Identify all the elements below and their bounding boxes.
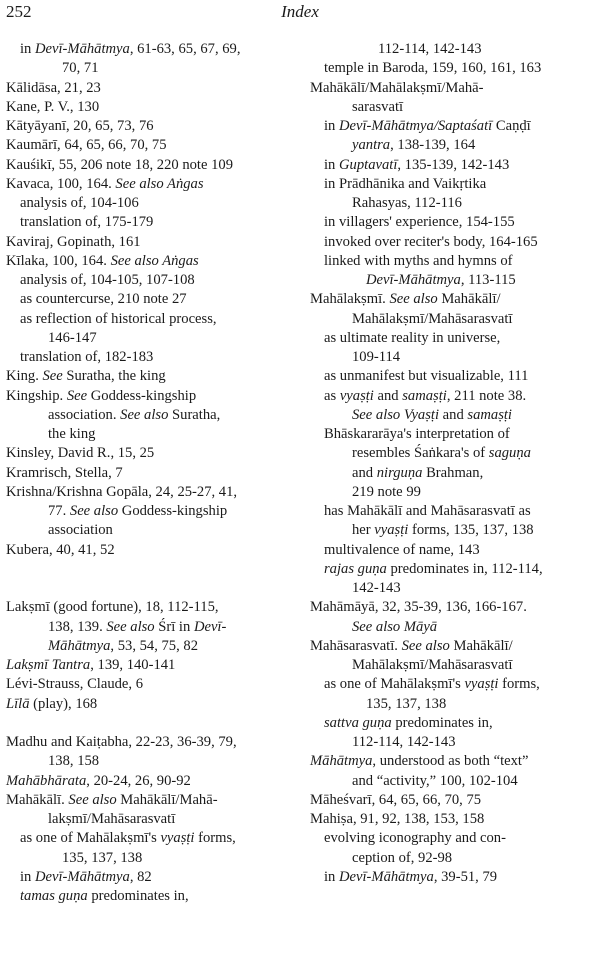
entry-text: sattva guṇa xyxy=(324,714,392,731)
entry-text: vyaṣṭi xyxy=(160,830,195,847)
entry-text: her xyxy=(352,522,375,539)
index-entry xyxy=(6,656,298,675)
index-subentry xyxy=(310,849,600,868)
blank-line xyxy=(6,579,298,598)
entry-text: Kinsley, David R., 15, 25 xyxy=(6,445,155,462)
entry-text: multivalence of name, 143 xyxy=(324,541,480,558)
entry-text: Kātyāyanī, 20, 65, 73, 76 xyxy=(6,118,154,134)
entry-text: Mahākālī/Mahā- xyxy=(116,791,218,808)
entry-text: 109-114 xyxy=(352,349,401,365)
entry-text: Krishna/Krishna Gopāla, 24, 25-27, 41, xyxy=(6,483,238,500)
index-subentry xyxy=(310,213,600,232)
entry-text: in Prādhānika and Vaikṛtika xyxy=(324,175,487,192)
index-subentry xyxy=(310,714,600,733)
entry-text: , 138-139, 164 xyxy=(390,137,476,154)
index-entry xyxy=(310,637,600,656)
entry-text: ception of, 92-98 xyxy=(352,849,453,866)
entry-text: Lévi-Strauss, Claude, 6 xyxy=(6,676,143,693)
entry-text: Mahākālī/Mahālakṣmī/Mahā- xyxy=(310,79,484,96)
entry-text: Kane, P. V., 130 xyxy=(6,98,100,115)
entry-text: predominates in, 112-114, xyxy=(386,560,543,577)
entry-text: association xyxy=(48,522,113,539)
entry-text: Māhātmya xyxy=(310,753,373,770)
entry-text: translation of, 182-183 xyxy=(20,349,154,365)
page-header xyxy=(0,2,600,26)
index-subentry xyxy=(310,483,600,502)
index-entry xyxy=(310,752,600,771)
index-subentry xyxy=(6,887,298,906)
entry-text: predominates in, xyxy=(87,888,189,904)
entry-text: and “activity,” 100, 102-104 xyxy=(352,772,518,789)
entry-text: forms, xyxy=(194,830,236,847)
index-subentry xyxy=(310,98,600,117)
index-entry xyxy=(6,98,298,117)
entry-text: 77. xyxy=(48,503,70,519)
index-subentry xyxy=(310,59,600,78)
index-entry xyxy=(6,367,298,386)
entry-text: 138, 139. xyxy=(48,618,107,635)
index-subentry xyxy=(6,425,298,444)
index-entry xyxy=(6,598,298,617)
entry-text: Māhātmya xyxy=(48,637,111,654)
index-subentry xyxy=(310,579,600,598)
entry-text: as one of Mahālakṣmī's xyxy=(20,830,161,847)
entry-text: Kīlaka, 100, 164. xyxy=(6,252,111,269)
entry-text: See also xyxy=(68,791,117,808)
entry-text: King. xyxy=(6,368,43,385)
entry-text: Mahālakṣmī/Mahāsarasvatī xyxy=(352,657,513,673)
index-subentry xyxy=(310,40,600,59)
entry-text: See also Aṅgas xyxy=(115,175,204,192)
entry-text: Devī-Māhātmya xyxy=(366,272,461,288)
entry-text: , 53, 54, 75, 82 xyxy=(110,637,198,654)
entry-text: , understood as both “text” xyxy=(372,753,529,770)
entry-text: samaṣṭi xyxy=(402,387,447,404)
entry-text: , 113-115 xyxy=(460,272,516,288)
entry-text: Māheśvarī, 64, 65, 66, 70, 75 xyxy=(310,791,482,808)
entry-text: Madhu and Kaiṭabha, 22-23, 36-39, 79, xyxy=(6,734,237,750)
index-subentry xyxy=(310,387,600,406)
entry-text: tamas guṇa xyxy=(20,888,88,904)
entry-text: samaṣṭi xyxy=(467,406,512,423)
index-subentry xyxy=(6,271,298,290)
entry-text: See also Vyaṣṭi xyxy=(352,406,440,423)
entry-text: predominates in, xyxy=(391,714,493,731)
blank-line xyxy=(6,714,298,733)
entry-text: 70, 71 xyxy=(62,60,99,77)
entry-text: has Mahākālī and Mahāsarasvatī as xyxy=(324,503,531,519)
index-entry xyxy=(310,290,600,309)
index-subentry xyxy=(310,367,600,386)
index-entry xyxy=(6,387,298,406)
entry-text: Mahāsarasvatī. xyxy=(310,637,402,654)
entry-text: the king xyxy=(48,426,96,442)
entry-text: , 135-139, 142-143 xyxy=(397,156,510,173)
index-entry xyxy=(6,464,298,483)
index-entry xyxy=(310,810,600,829)
index-column-left xyxy=(6,40,298,906)
entry-text: See xyxy=(66,387,88,404)
index-entry xyxy=(6,117,298,136)
index-entry xyxy=(310,598,600,617)
running-title: Index xyxy=(281,2,319,21)
entry-text: in xyxy=(20,868,35,885)
entry-text: Guptavatī xyxy=(339,156,398,173)
entry-text: Kālidāsa, 21, 23 xyxy=(6,79,101,96)
index-entry xyxy=(6,444,298,463)
entry-text: Goddess-kingship xyxy=(87,387,197,404)
index-entry xyxy=(6,175,298,194)
index-entry xyxy=(310,79,600,98)
entry-text: rajas guṇa xyxy=(324,560,387,577)
entry-text: as unmanifest but visualizable, 111 xyxy=(324,368,529,385)
index-subentry xyxy=(310,444,600,463)
index-subentry xyxy=(310,733,600,752)
index-entry xyxy=(6,791,298,810)
entry-text: Mahāmāyā, 32, 35-39, 136, 166-167. xyxy=(310,599,527,616)
index-subentry xyxy=(310,618,600,637)
entry-text: Kauśikī, 55, 206 note 18, 220 note 109 xyxy=(6,156,233,173)
entry-text: Devī-Māhātmya xyxy=(339,868,434,885)
entry-text: Śrī in xyxy=(154,618,194,635)
entry-text: and xyxy=(352,464,377,481)
index-subentry xyxy=(6,849,298,868)
entry-text: in xyxy=(324,118,339,134)
index-subentry xyxy=(310,502,600,521)
index-subentry xyxy=(310,868,600,887)
index-entry xyxy=(6,675,298,694)
entry-text: Mahābhārata xyxy=(6,772,87,789)
index-subentry xyxy=(6,752,298,771)
entry-text: as countercurse, 210 note 27 xyxy=(20,291,187,308)
entry-text: Devī-Māhātmya/Saptaśatī xyxy=(339,118,493,134)
index-subentry xyxy=(6,829,298,848)
entry-text: analysis of, 104-105, 107-108 xyxy=(20,272,195,288)
entry-text: in xyxy=(20,41,35,57)
index-entry xyxy=(6,541,298,560)
entry-text: lakṣmī/Mahāsarasvatī xyxy=(48,811,176,827)
entry-text: as reflection of historical process, xyxy=(20,310,217,327)
index-entry xyxy=(6,772,298,791)
index-subentry xyxy=(6,59,298,78)
entry-text: Kramrisch, Stella, 7 xyxy=(6,464,123,481)
entry-text: Kingship. xyxy=(6,387,67,404)
entry-text: 142-143 xyxy=(352,580,401,596)
index-subentry xyxy=(310,310,600,329)
entry-text: Caṇḍī xyxy=(492,118,531,134)
entry-text: Mahākālī. xyxy=(6,791,69,808)
index-subentry xyxy=(6,213,298,232)
entry-text: vyaṣṭi xyxy=(374,522,409,539)
entry-text: 138, 158 xyxy=(48,753,100,770)
index-subentry xyxy=(6,406,298,425)
entry-text: invoked over reciter's body, 164-165 xyxy=(324,233,538,250)
entry-text: nirguṇa xyxy=(376,464,423,481)
index-entry xyxy=(6,233,298,252)
entry-text: as ultimate reality in universe, xyxy=(324,329,501,346)
index-subentry xyxy=(310,117,600,136)
entry-text: yantra xyxy=(352,137,391,154)
index-subentry xyxy=(310,695,600,714)
entry-text: Suratha, xyxy=(168,406,221,423)
index-subentry xyxy=(6,637,298,656)
entry-text: 219 note 99 xyxy=(352,483,421,500)
entry-text: 112-114, 142-143 xyxy=(352,734,456,750)
entry-text: vyaṣṭi xyxy=(464,676,499,693)
index-subentry xyxy=(6,290,298,309)
index-entry xyxy=(6,252,298,271)
index-subentry xyxy=(310,772,600,791)
entry-text: , 39-51, 79 xyxy=(433,868,498,885)
index-entry xyxy=(310,791,600,810)
entry-text: in xyxy=(324,868,339,885)
entry-text: , 82 xyxy=(129,868,152,885)
index-subentry xyxy=(6,810,298,829)
entry-text: 112-114, 142-143 xyxy=(378,41,482,57)
index-subentry xyxy=(6,329,298,348)
index-entry xyxy=(6,483,298,502)
index-subentry xyxy=(310,464,600,483)
index-subentry xyxy=(310,541,600,560)
entry-text: in xyxy=(324,156,339,173)
entry-text: resembles Śaṅkara's of xyxy=(352,445,489,462)
entry-text: and xyxy=(373,387,403,404)
entry-text: Kaviraj, Gopinath, 161 xyxy=(6,233,141,250)
entry-text: as xyxy=(324,387,340,404)
entry-text: Devī-Māhātmya xyxy=(35,41,130,57)
entry-text: 135, 137, 138 xyxy=(366,695,447,712)
index-subentry xyxy=(6,348,298,367)
index-subentry xyxy=(310,425,600,444)
index-subentry xyxy=(310,675,600,694)
index-subentry xyxy=(6,618,298,637)
index-subentry xyxy=(310,406,600,425)
index-entry xyxy=(6,136,298,155)
entry-text: analysis of, 104-106 xyxy=(20,195,139,211)
entry-text: temple in Baroda, 159, 160, 161, 163 xyxy=(324,60,542,77)
index-subentry xyxy=(310,175,600,194)
index-subentry xyxy=(310,560,600,579)
entry-text: forms, 135, 137, 138 xyxy=(408,522,534,539)
index-entry xyxy=(6,79,298,98)
entry-text: Suratha, the king xyxy=(62,368,166,385)
entry-text: and xyxy=(439,406,468,423)
entry-text: Mahiṣa, 91, 92, 138, 153, 158 xyxy=(310,811,485,827)
entry-text: , 211 note 38. xyxy=(446,387,527,404)
entry-text: Mahālakṣmī/Mahāsarasvatī xyxy=(352,310,513,327)
index-subentry xyxy=(6,521,298,540)
page-number: 252 xyxy=(6,2,32,21)
entry-text: vyaṣṭi xyxy=(339,387,374,404)
entry-text: in villagers' experience, 154-155 xyxy=(324,214,515,231)
entry-text: See also Aṅgas xyxy=(110,252,199,269)
index-subentry xyxy=(310,271,600,290)
entry-text: Līlā xyxy=(6,695,30,712)
index-subentry xyxy=(310,348,600,367)
index-entry xyxy=(6,733,298,752)
entry-text: Kavaca, 100, 164. xyxy=(6,175,116,192)
entry-text: sarasvatī xyxy=(352,98,404,115)
entry-text: (play), 168 xyxy=(29,695,98,712)
entry-text: , 139, 140-141 xyxy=(90,657,176,673)
entry-text: See also xyxy=(69,503,119,519)
index-subentry xyxy=(310,521,600,540)
entry-text: Lakṣmī (good fortune), 18, 112-115, xyxy=(6,599,219,616)
entry-text: association. xyxy=(48,406,121,423)
index-subentry xyxy=(310,136,600,155)
entry-text: Goddess-kingship xyxy=(118,503,228,519)
entry-text: Devī- xyxy=(193,618,227,635)
entry-text: evolving iconography and con- xyxy=(324,830,506,847)
entry-text: See also xyxy=(401,637,450,654)
entry-text: Kubera, 40, 41, 52 xyxy=(6,541,115,558)
index-entry xyxy=(6,156,298,175)
entry-text: Mahālakṣmī. xyxy=(310,291,390,308)
index-subentry xyxy=(6,40,298,59)
index-subentry xyxy=(310,252,600,271)
entry-text: Lakṣmī Tantra xyxy=(6,657,91,673)
entry-text: Bhāskararāya's interpretation of xyxy=(324,426,510,442)
blank-line xyxy=(6,560,298,579)
entry-text: as one of Mahālakṣmī's xyxy=(324,676,465,693)
index-subentry xyxy=(6,868,298,887)
entry-text: Devī-Māhātmya xyxy=(35,868,130,885)
index-subentry xyxy=(6,502,298,521)
entry-text: , 61-63, 65, 67, 69, xyxy=(129,41,241,57)
entry-text: See xyxy=(42,368,63,385)
index-subentry xyxy=(310,329,600,348)
index-entry xyxy=(6,695,298,714)
entry-text: See also Māyā xyxy=(352,618,438,635)
entry-text: Kaumārī, 64, 65, 66, 70, 75 xyxy=(6,137,167,154)
index-subentry xyxy=(6,194,298,213)
entry-text: , 20-24, 26, 90-92 xyxy=(86,772,191,789)
entry-text: Rahasyas, 112-116 xyxy=(352,195,462,211)
entry-text: translation of, 175-179 xyxy=(20,214,154,231)
entry-text: 135, 137, 138 xyxy=(62,849,143,866)
index-subentry xyxy=(310,656,600,675)
index-subentry xyxy=(310,829,600,848)
entry-text: Brahman, xyxy=(422,464,484,481)
index-subentry xyxy=(310,194,600,213)
entry-text: 146-147 xyxy=(48,329,97,346)
index-subentry xyxy=(310,156,600,175)
entry-text: saguṇa xyxy=(488,445,531,462)
index-subentry xyxy=(310,233,600,252)
index-column-right xyxy=(310,40,600,887)
entry-text: Mahākālī/ xyxy=(437,291,501,308)
entry-text: See also xyxy=(389,291,438,308)
entry-text: forms, xyxy=(498,676,540,693)
index-subentry xyxy=(6,310,298,329)
entry-text: See also xyxy=(120,406,169,423)
entry-text: Mahākālī/ xyxy=(449,637,513,654)
entry-text: See also xyxy=(106,618,155,635)
entry-text: linked with myths and hymns of xyxy=(324,252,513,269)
